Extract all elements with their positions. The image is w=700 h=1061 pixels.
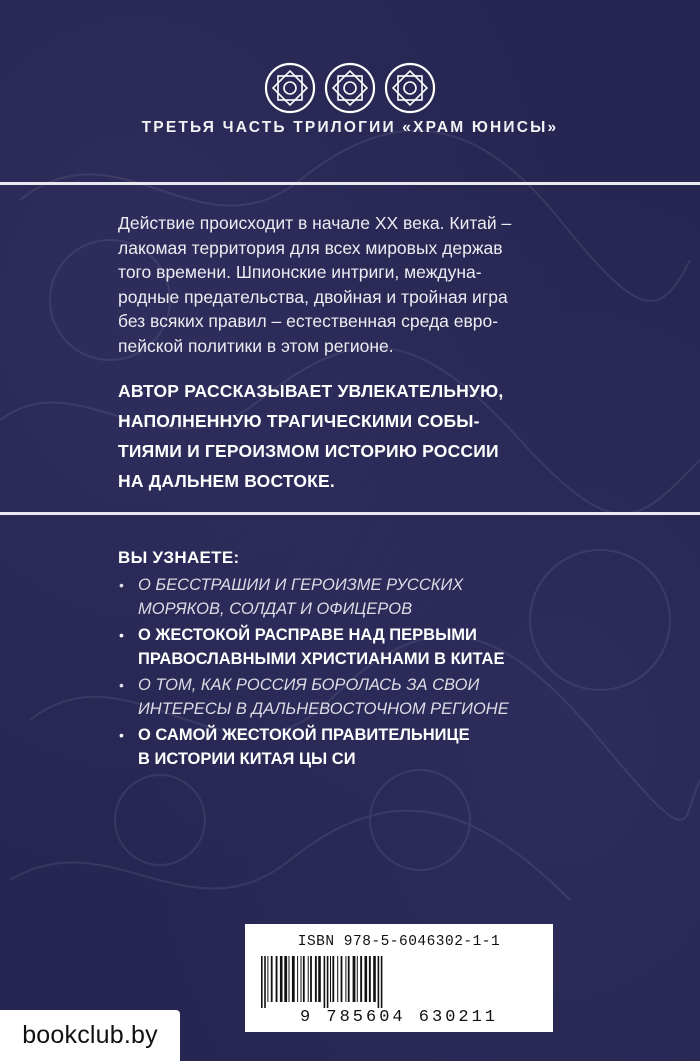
barcode-bar	[365, 956, 368, 1002]
learn-item-line: ПРАВОСЛАВНЫМИ ХРИСТИАНАМИ В КИТАЕ	[138, 650, 505, 668]
barcode-bar	[360, 956, 362, 1002]
isbn-barcode	[245, 924, 553, 1032]
learn-item-line: О САМОЙ ЖЕСТОКОЙ ПРАВИТЕЛЬНИЦЕ	[138, 726, 470, 744]
description-line: без всяких правил – естественная среда евро-	[118, 311, 499, 332]
isbn-label: ISBN 978-5-6046302-1-1	[297, 934, 501, 950]
barcode-bar	[289, 956, 290, 1002]
barcode-bars	[259, 956, 541, 1008]
barcode-bar	[276, 956, 278, 1002]
divider-middle	[0, 512, 700, 515]
description	[118, 211, 578, 359]
description-line: Действие происходит в начале XX века. Китай –	[118, 213, 512, 233]
learn-item-line: В ИСТОРИИ КИТАЯ ЦЫ СИ	[138, 750, 356, 768]
description-line: того времени. Шпионские интриги, междуна-	[118, 262, 482, 283]
star-emblem-icon	[324, 62, 376, 114]
barcode-bar	[357, 956, 358, 1002]
barcode-bar	[292, 956, 295, 1002]
learn-heading: ВЫ УЗНАЕТЕ:	[118, 548, 240, 567]
learn-item	[118, 573, 588, 621]
barcode-bar	[324, 956, 326, 1008]
barcode-bar	[332, 956, 334, 1002]
barcode-bar	[330, 956, 331, 1002]
barcode-bar	[303, 956, 305, 1002]
barcode-bar	[308, 956, 309, 1002]
site-watermark[interactable]: bookclub.by	[0, 1010, 180, 1061]
author-note-line: НА ДАЛЬНЕМ ВОСТОКЕ.	[118, 471, 335, 491]
barcode-bar	[327, 956, 329, 1008]
divider-top	[0, 182, 700, 185]
star-emblem-icon	[384, 62, 436, 114]
bullet-icon: •	[119, 727, 124, 743]
bullet-icon: •	[119, 577, 124, 593]
barcode-bar	[341, 956, 343, 1002]
star-emblem-icon	[264, 62, 316, 114]
barcode-digits: 9 785604 630211	[299, 1008, 499, 1027]
description-line: родные предательства, двойная и тройная игра	[118, 286, 508, 307]
barcode-bar	[310, 956, 312, 1002]
barcode-bar	[315, 956, 317, 1002]
barcode-bar	[378, 956, 380, 1008]
barcode-bar	[284, 956, 287, 1002]
you-will-learn-section	[118, 547, 588, 773]
bullet-icon: •	[119, 677, 124, 693]
description-line: пейской политики в этом регионе.	[118, 335, 394, 356]
barcode-bar	[373, 956, 376, 1002]
barcode-bar	[353, 956, 356, 1002]
barcode-bar	[297, 956, 298, 1002]
barcode-bar	[318, 956, 321, 1002]
author-note-line: ТИЯМИ И ГЕРОИЗМОМ ИСТОРИЮ РОССИИ	[118, 441, 499, 461]
author-note-line: НАПОЛНЕННУЮ ТРАГИЧЕСКИМИ СОБЫ-	[118, 411, 480, 431]
learn-item	[118, 723, 588, 771]
author-note-line: АВТОР РАССКАЗЫВАЕТ УВЛЕКАТЕЛЬНУЮ,	[118, 381, 504, 401]
learn-item-line: МОРЯКОВ, СОЛДАТ И ОФИЦЕРОВ	[138, 600, 413, 618]
barcode-bar	[337, 956, 338, 1002]
barcode-bar	[345, 956, 346, 1002]
barcode-bar	[348, 956, 350, 1002]
barcode-bar	[267, 956, 268, 1002]
emblem-row	[0, 62, 700, 114]
barcode-bar	[381, 956, 383, 1008]
bullet-icon: •	[119, 627, 124, 643]
barcode-bar	[264, 956, 266, 1008]
barcode-bar	[261, 956, 263, 1008]
barcode-bar	[280, 956, 283, 1002]
learn-item-line: ИНТЕРЕСЫ В ДАЛЬНЕВОСТОЧНОМ РЕГИОНЕ	[138, 700, 509, 718]
learn-item	[118, 623, 588, 671]
learn-item-line: О БЕССТРАШИИ И ГЕРОИЗМЕ РУССКИХ	[138, 576, 464, 594]
learn-item-line: О ТОМ, КАК РОССИЯ БОРОЛАСЬ ЗА СВОИ	[138, 676, 480, 694]
description-line: лакомая территория для всех мировых держав	[118, 237, 503, 258]
barcode-bar	[369, 956, 371, 1002]
barcode-bar	[271, 956, 273, 1002]
barcode-bar	[301, 956, 302, 1002]
author-note	[118, 376, 580, 496]
learn-item-line: О ЖЕСТОКОЙ РАСПРАВЕ НАД ПЕРВЫМИ	[138, 626, 477, 644]
series-title: ТРЕТЬЯ ЧАСТЬ ТРИЛОГИИ «ХРАМ ЮНИСЫ»	[141, 119, 559, 136]
learn-item	[118, 673, 588, 721]
